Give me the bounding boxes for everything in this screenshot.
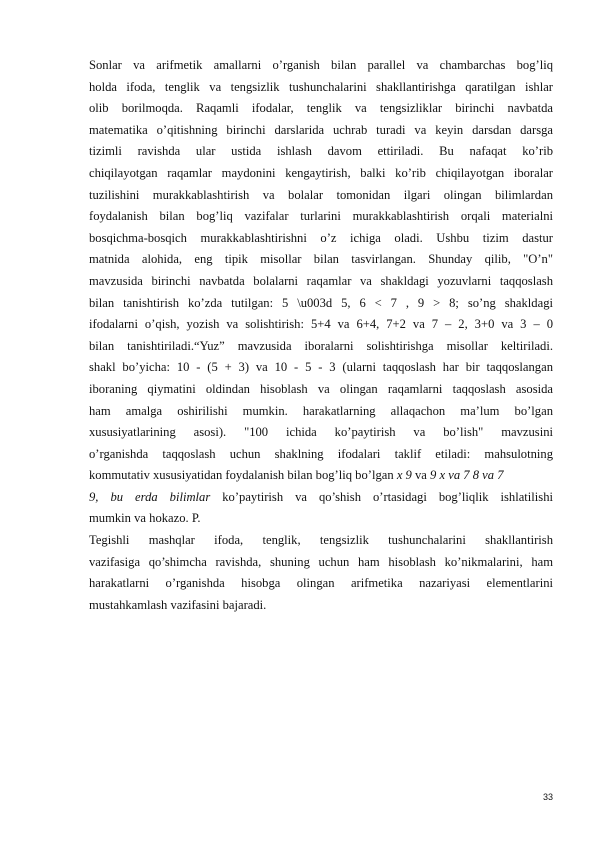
text-line: olib borilmoqda. Raqamli ifodalar, tenglik va tengsizliklar birinchi navbatda xyxy=(89,101,553,116)
page-number: 33 xyxy=(542,792,553,802)
italic-text: 9, bu erda bilimlar xyxy=(89,489,211,504)
text-span: va xyxy=(411,468,431,483)
text-line xyxy=(89,465,553,487)
text-span: ko’paytirish va qo’shish o’rtasidagi bog’liqlik ishlatilishi xyxy=(210,489,553,504)
text-line: shakl bo’yicha: 10 - (5 + 3) va 10 - 5 - 3 (ularni taqqoslash har bir taqqoslangan xyxy=(89,360,553,375)
text-line: tuzilishini murakkablashtirish va bolalar tomonidan ilgari olingan bilimlardan xyxy=(89,187,553,202)
text-line: xususiyatlarining asosi). "100 ichida ko’paytirish va bo’lish" mavzusini xyxy=(89,425,553,440)
text-line: chiqilayotgan raqamlar maydonini kengaytirish, balki ko’rib chiqilayotgan iboralar xyxy=(89,165,553,180)
text-line: mustahkamlash vazifasini bajaradi. xyxy=(89,597,267,612)
italic-text: x 9 xyxy=(396,468,412,483)
text-line: vazifasiga qo’shimcha ravishda, shuning uchun ham hisoblash ko’nikmalarini, ham xyxy=(89,554,553,569)
text-line: ifodalarni o’qish, yozish va solishtirish: 5+4 va 6+4, 7+2 va 7 – 2, 3+0 va 3 – 0 xyxy=(89,317,553,332)
text-line: bilan tanishtirish ko’zda tutilgan: 5 \u003d 5, 6 < 7 , 9 > 8; so’ng shakldagi xyxy=(89,295,553,310)
italic-text: 9 x va 7 8 va 7 xyxy=(430,468,504,483)
text-line: Sonlar va arifmetik amallarni o’rganish bilan parallel va chambarchas bog’liq xyxy=(89,58,553,72)
text-line: bosqichma-bosqich murakkablashtirishni o’z ichiga oladi. Ushbu tizim dastur xyxy=(89,230,553,245)
text-line: mavzusida birinchi navbatda bolalarni raqamlar va shakldagi yozuvlarni taqqoslash xyxy=(89,273,553,288)
text-line: iboraning qiymatini oldindan hisoblash va olingan raqamlarni taqqoslash asosida xyxy=(89,381,553,396)
body-text xyxy=(89,55,553,616)
paragraph-2 xyxy=(89,530,553,616)
text-span: kommutativ xususiyatidan foydalanish bilan bog’liq bo’lgan xyxy=(89,468,397,483)
text-line: harakatlarni o’rganishda hisobga olingan arifmetika nazariyasi elementlarini xyxy=(89,576,553,591)
text-line: foydalanish bilan bog’liq vazifalar turlarini murakkablashtirish orqali materialni xyxy=(89,209,553,224)
text-line: matnida alohida, eng tipik misollar bilan tasvirlangan. Shunday qilib, "O’n" xyxy=(89,252,553,267)
text-line: bilan tanishtiriladi.“Yuz” mavzusida iboralarni solishtirishga misollar keltiriladi. xyxy=(89,338,553,353)
text-line: holda ifoda, tenglik va tengsizlik tushunchalarini shakllantirishga qaratilgan ishlar xyxy=(89,79,553,94)
text-line: mumkin va hokazo. P. xyxy=(89,511,201,526)
text-line: Tegishli mashqlar ifoda, tenglik, tengsizlik tushunchalarini shakllantirish xyxy=(89,533,553,548)
text-line xyxy=(89,487,553,509)
text-line: matematika o’qitishning birinchi darslarida uchrab turadi va keyin darsdan darsga xyxy=(89,122,553,137)
paragraph-1 xyxy=(89,55,553,530)
text-line: o’rganishda taqqoslash uchun shaklning ifodalari taklif etiladi: mahsulotning xyxy=(89,446,553,461)
text-line: ham amalga oshirilishi mumkin. harakatlarning allaqachon ma’lum bo’lgan xyxy=(89,403,553,418)
text-line: tizimli ravishda ular ustida ishlash davom ettiriladi. Bu nafaqat ko’rib xyxy=(89,144,553,159)
